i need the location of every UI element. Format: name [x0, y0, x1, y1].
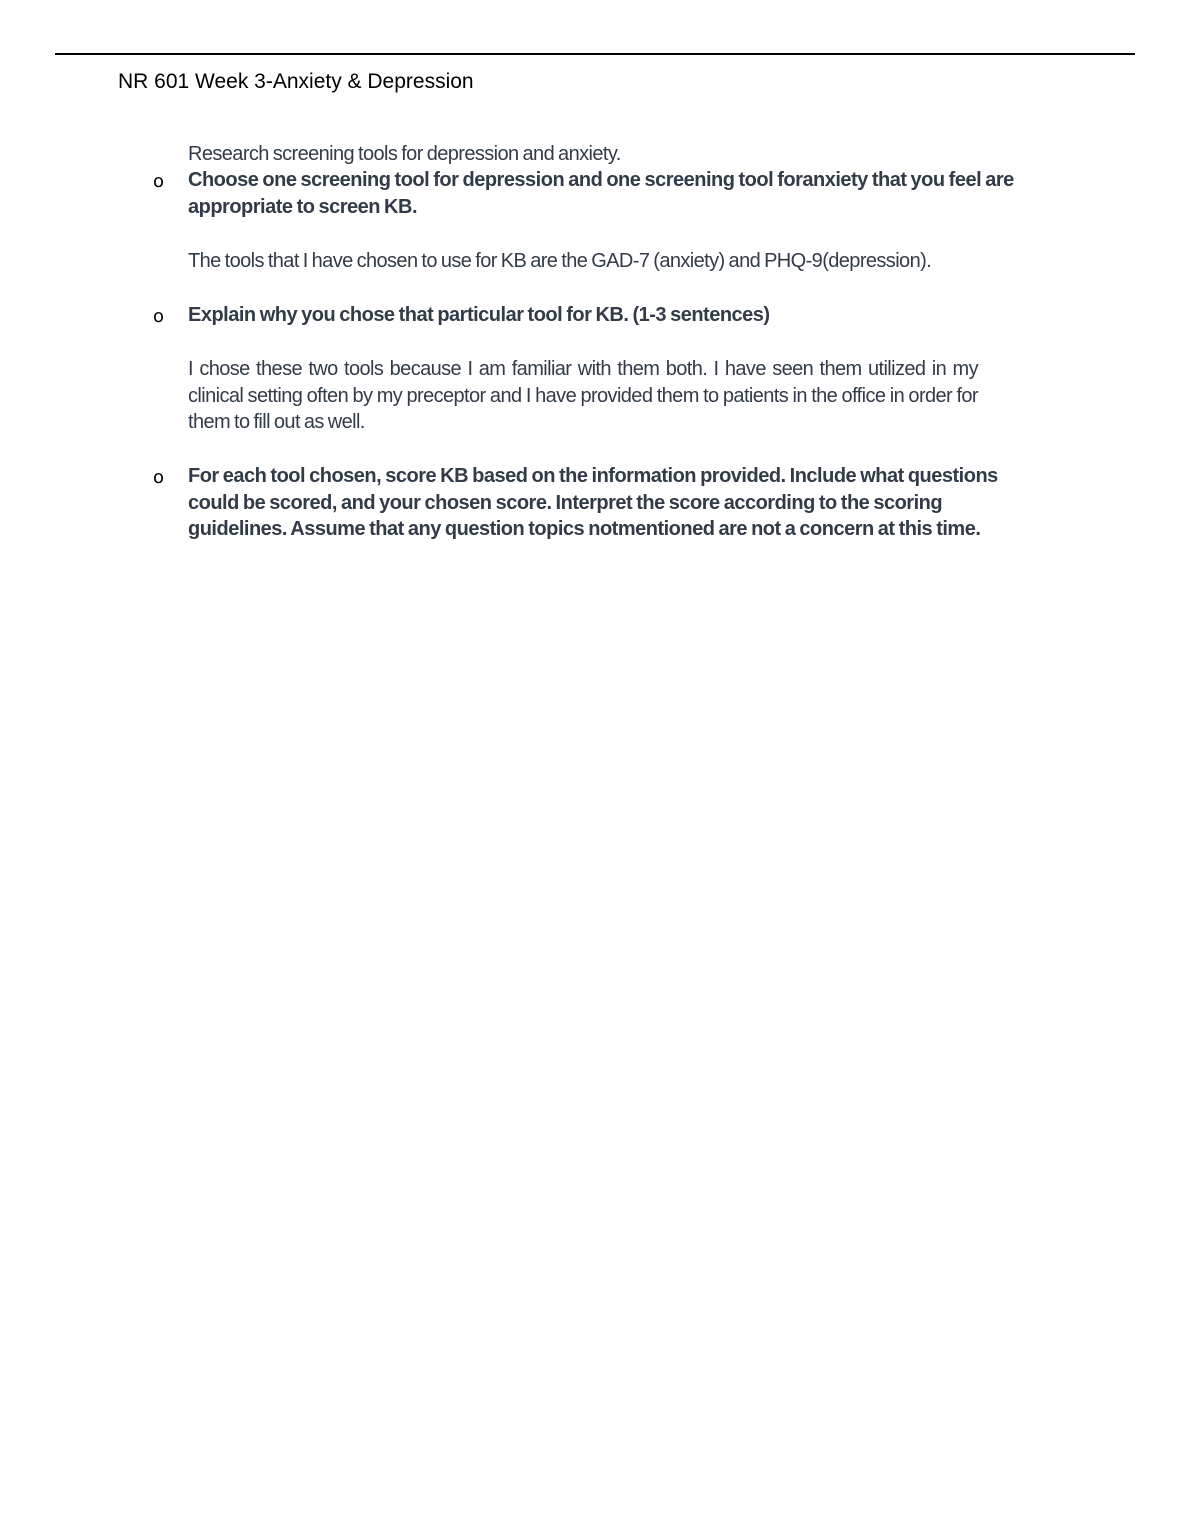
question-2-prompt: Explain why you chose that particular tool for KB. (1-3 sentences) — [188, 304, 770, 326]
bullet-marker: o — [153, 306, 165, 327]
intro-text: Research screening tools for depression and anxiety. — [188, 143, 621, 165]
bullet-marker: o — [153, 171, 165, 192]
question-2-answer: I chose these two tools because I am familiar with them both. I have seen them utilized in my clinical setting often by my preceptor and I have provided them to patients in the office in order for them to fill out as well. — [188, 358, 978, 433]
question-1-answer: The tools that I have chosen to use for KB are the GAD-7 (anxiety) and PHQ-9(depression). — [188, 250, 932, 272]
bullet-marker: o — [153, 467, 165, 488]
header-rule — [55, 53, 1135, 55]
question-1-prompt: Choose one screening tool for depression and one screening tool foranxiety that you feel are appropriate to screen KB. — [188, 169, 1014, 218]
document-title: NR 601 Week 3-Anxiety & Depression — [118, 70, 474, 93]
question-3-prompt: For each tool chosen, score KB based on the information provided. Include what questions could be scored, and your chosen score. Interpret the score according to the scoring guidelines. Assume that any question topics notmentioned are not a concern at this time. — [188, 465, 998, 540]
